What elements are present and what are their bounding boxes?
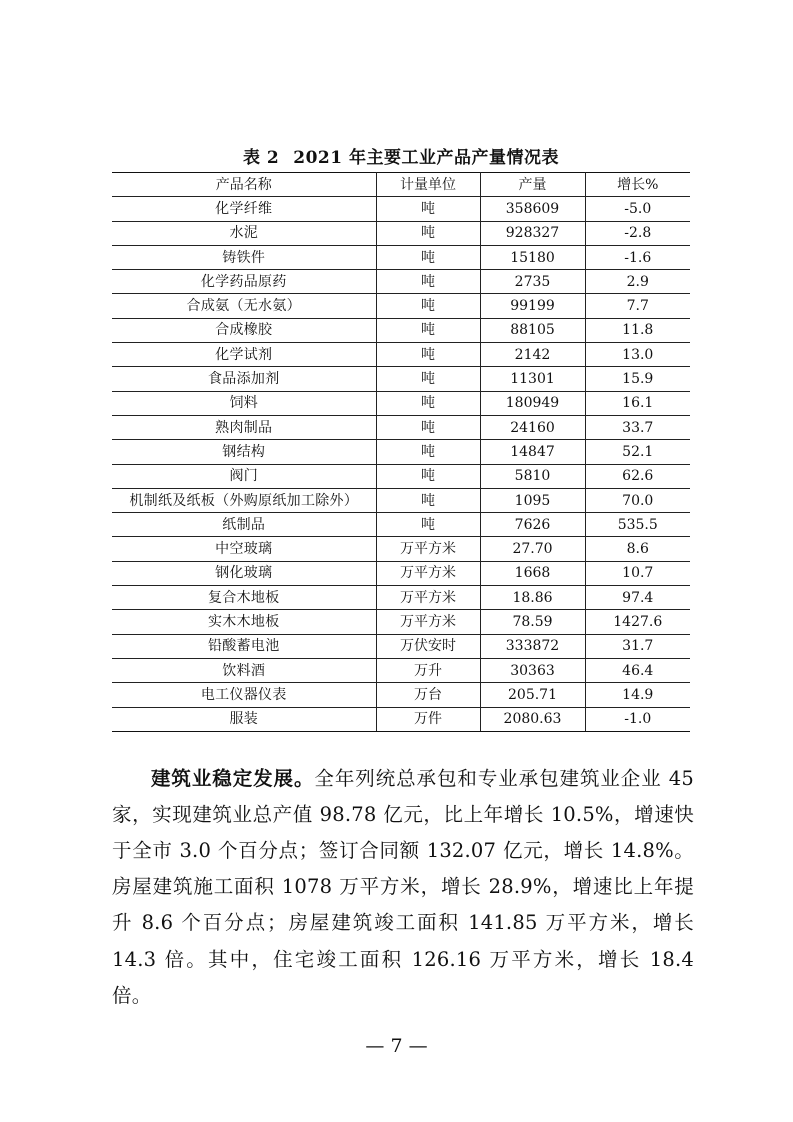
cell-unit: 吨 (376, 270, 480, 294)
cell-unit: 吨 (376, 343, 480, 367)
cell-product: 食品添加剂 (112, 367, 376, 391)
cell-unit: 万平方米 (376, 586, 480, 610)
cell-growth: 2.9 (585, 270, 690, 294)
cell-unit: 吨 (376, 464, 480, 488)
cell-product: 化学药品原药 (112, 270, 376, 294)
table-header-row (112, 173, 690, 197)
cell-growth: 10.7 (585, 561, 690, 585)
cell-product: 服装 (112, 707, 376, 731)
cell-output: 18.86 (480, 586, 585, 610)
cell-unit: 吨 (376, 367, 480, 391)
table-row (112, 561, 690, 585)
cell-output: 180949 (480, 391, 585, 415)
cell-product: 饮料酒 (112, 658, 376, 682)
cell-unit: 万平方米 (376, 610, 480, 634)
page-number: — 7 — (365, 1035, 428, 1057)
cell-output: 358609 (480, 197, 585, 221)
header-output: 产量 (480, 173, 585, 197)
cell-product: 熟肉制品 (112, 415, 376, 439)
cell-unit: 吨 (376, 391, 480, 415)
cell-growth: -1.6 (585, 245, 690, 269)
cell-unit: 万台 (376, 683, 480, 707)
cell-product: 化学试剂 (112, 343, 376, 367)
cell-product: 化学纤维 (112, 197, 376, 221)
cell-growth: -1.0 (585, 707, 690, 731)
table-row (112, 610, 690, 634)
cell-growth: 7.7 (585, 294, 690, 318)
cell-unit: 吨 (376, 221, 480, 245)
cell-output: 1095 (480, 488, 585, 512)
header-growth: 增长% (585, 173, 690, 197)
cell-product: 水泥 (112, 221, 376, 245)
cell-product: 钢结构 (112, 440, 376, 464)
header-product-name: 产品名称 (112, 173, 376, 197)
cell-unit: 吨 (376, 318, 480, 342)
cell-output: 14847 (480, 440, 585, 464)
cell-unit: 吨 (376, 197, 480, 221)
table-row (112, 513, 690, 537)
cell-output: 2142 (480, 343, 585, 367)
cell-unit: 吨 (376, 294, 480, 318)
table-row (112, 586, 690, 610)
table-row (112, 440, 690, 464)
cell-output: 2735 (480, 270, 585, 294)
table-row (112, 221, 690, 245)
cell-output: 78.59 (480, 610, 585, 634)
cell-output: 88105 (480, 318, 585, 342)
cell-growth: 8.6 (585, 537, 690, 561)
cell-product: 铸铁件 (112, 245, 376, 269)
table-row (112, 683, 690, 707)
table-row (112, 294, 690, 318)
table-title (112, 143, 690, 168)
cell-output: 11301 (480, 367, 585, 391)
cell-unit: 吨 (376, 513, 480, 537)
cell-product: 合成橡胶 (112, 318, 376, 342)
industrial-output-table (112, 172, 690, 732)
cell-growth: 62.6 (585, 464, 690, 488)
cell-product: 电工仪器仪表 (112, 683, 376, 707)
cell-unit: 万平方米 (376, 561, 480, 585)
cell-growth: 70.0 (585, 488, 690, 512)
table-title-text: 2021 年主要工业产品产量情况表 (293, 148, 559, 168)
cell-product: 复合木地板 (112, 586, 376, 610)
table-row (112, 197, 690, 221)
cell-growth: 97.4 (585, 586, 690, 610)
cell-growth: 33.7 (585, 415, 690, 439)
cell-output: 2080.63 (480, 707, 585, 731)
cell-product: 中空玻璃 (112, 537, 376, 561)
header-unit: 计量单位 (376, 173, 480, 197)
table-label: 表 2 (243, 148, 280, 168)
cell-growth: 52.1 (585, 440, 690, 464)
cell-output: 7626 (480, 513, 585, 537)
cell-output: 15180 (480, 245, 585, 269)
cell-unit: 万升 (376, 658, 480, 682)
table-row (112, 343, 690, 367)
cell-unit: 吨 (376, 488, 480, 512)
cell-growth: 46.4 (585, 658, 690, 682)
table-row (112, 537, 690, 561)
table-row (112, 658, 690, 682)
table-row (112, 391, 690, 415)
paragraph-text: 全年列统总承包和专业承包建筑业企业 45 家，实现建筑业总产值 98.78 亿元，比上年增长 10.5%，增速快于全市 3.0 个百分点；签订合同额 132.07 亿元，增长 14.8%。房屋建筑施工面积 1078 万平方米，增长 28.9%，增速比上年提升 8.6 个百分点；房屋建筑竣工面积 141.85 万平方米，增长 14.3 倍。其中，住宅竣工面积 126.16 万平方米，增长 18.4 倍。 (112, 766, 695, 1007)
cell-product: 阀门 (112, 464, 376, 488)
table-row (112, 488, 690, 512)
cell-output: 928327 (480, 221, 585, 245)
cell-unit: 万件 (376, 707, 480, 731)
cell-unit: 吨 (376, 415, 480, 439)
table-row (112, 464, 690, 488)
table-row (112, 270, 690, 294)
cell-growth: 31.7 (585, 634, 690, 658)
table-row (112, 707, 690, 731)
cell-growth: -5.0 (585, 197, 690, 221)
cell-product: 钢化玻璃 (112, 561, 376, 585)
cell-growth: 16.1 (585, 391, 690, 415)
cell-output: 5810 (480, 464, 585, 488)
paragraph-lead: 建筑业稳定发展。 (151, 766, 315, 790)
cell-output: 30363 (480, 658, 585, 682)
cell-growth: 14.9 (585, 683, 690, 707)
construction-paragraph (112, 761, 694, 1014)
cell-growth: 1427.6 (585, 610, 690, 634)
cell-unit: 万平方米 (376, 537, 480, 561)
cell-growth: 11.8 (585, 318, 690, 342)
cell-growth: -2.8 (585, 221, 690, 245)
table-row (112, 415, 690, 439)
cell-product: 合成氨（无水氨） (112, 294, 376, 318)
cell-output: 99199 (480, 294, 585, 318)
table-row (112, 367, 690, 391)
table-row (112, 318, 690, 342)
cell-output: 205.71 (480, 683, 585, 707)
cell-growth: 15.9 (585, 367, 690, 391)
cell-product: 饲料 (112, 391, 376, 415)
cell-product: 实木木地板 (112, 610, 376, 634)
table-row (112, 245, 690, 269)
cell-product: 纸制品 (112, 513, 376, 537)
cell-growth: 535.5 (585, 513, 690, 537)
cell-growth: 13.0 (585, 343, 690, 367)
cell-unit: 吨 (376, 245, 480, 269)
cell-product: 铅酸蓄电池 (112, 634, 376, 658)
cell-output: 333872 (480, 634, 585, 658)
table-row (112, 634, 690, 658)
cell-output: 1668 (480, 561, 585, 585)
cell-product: 机制纸及纸板（外购原纸加工除外） (112, 488, 376, 512)
cell-unit: 吨 (376, 440, 480, 464)
cell-output: 27.70 (480, 537, 585, 561)
cell-unit: 万伏安时 (376, 634, 480, 658)
cell-output: 24160 (480, 415, 585, 439)
